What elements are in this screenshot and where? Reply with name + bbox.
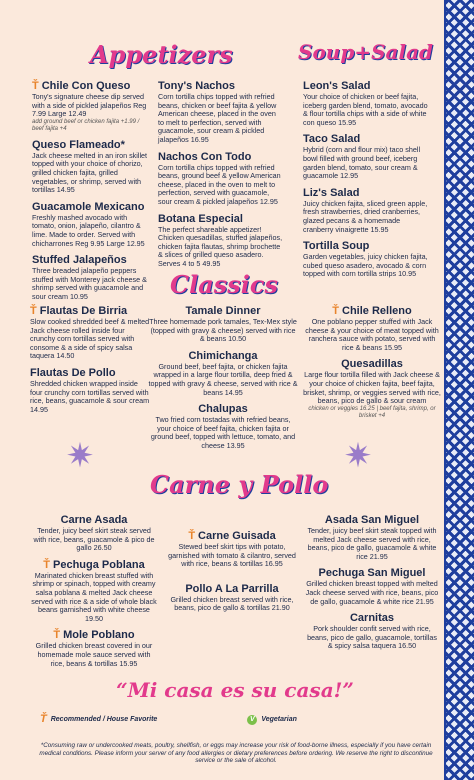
- menu-item-description: Shredded chicken wrapped inside four crunchy corn tortillas served with rice, beans, guacamole & sour cream 14.95: [30, 378, 150, 414]
- menu-item-description: Your choice of chicken or beef fajita, iceberg garden blend, tomato, avocado & flour tortilla chips with a side of white con queso 15.95: [303, 92, 428, 127]
- menu-item-description: Large flour tortilla filled with Jack cheese & your choice of chicken fajita, beef fajita, brisket, shrimp, or veggies served with rice, beans, pico de gallo & sour cream: [303, 370, 441, 406]
- appetizers-middle-column: [158, 80, 283, 275]
- menu-item: [32, 254, 150, 301]
- decorative-border: [444, 0, 474, 780]
- menu-item-title: Tamale Dinner: [185, 305, 261, 317]
- menu-item-description: Tender, juicy beef skirt steak served with rice, beans, guacamole & pico de gallo 26.50: [33, 526, 155, 553]
- carne-middle-column: [162, 530, 302, 619]
- menu-item: [304, 612, 440, 651]
- menu-item-name: [162, 583, 302, 596]
- menu-item: [304, 514, 440, 561]
- menu-item: [32, 201, 150, 248]
- menu-item: [302, 358, 442, 419]
- menu-item: [32, 139, 150, 195]
- menu-item-title: Flautas De Pollo: [30, 366, 116, 379]
- menu-item-description: Corn tortilla chips topped with refried beans, ground beef & yellow American cheese, placed in the oven to melt to perfection, served with guacamole, sour cream & pickled jalapeños 12.95: [158, 162, 281, 206]
- menu-item-title: Botana Especial: [158, 212, 243, 225]
- menu-item-title: Nachos Con Todo: [158, 150, 252, 163]
- menu-item-title: Guacamole Mexicano: [32, 200, 145, 213]
- menu-item-title: Chile Relleno: [342, 305, 412, 317]
- menu-item-name: [158, 213, 283, 226]
- menu-item-note: chicken or veggies 16.25 | beef fajita, shrimp, or brisket +4: [308, 405, 436, 419]
- chili-pepper-icon: Ť: [32, 80, 39, 92]
- star-icon: ✷: [343, 436, 373, 476]
- menu-item-title: Pollo A La Parrilla: [185, 582, 279, 595]
- menu-item-title: Tony's Nachos: [158, 80, 235, 92]
- menu-item-description: Tony's signature cheese dip served with a side of pickled jalapeños Reg 7.99 Large 12.49: [32, 92, 147, 119]
- menu-item-title: Leon's Salad: [303, 80, 371, 92]
- legend-recommended: [40, 714, 157, 725]
- menu-item-title: Chalupas: [198, 403, 248, 416]
- menu-item: [148, 350, 298, 397]
- menu-item-description: Juicy chicken fajita, sliced green apple, fresh strawberries, dried cranberries, glazed pecans & a homemade cranberry vinaigrette 15.95: [303, 198, 428, 234]
- menu-item: [30, 305, 150, 361]
- menu-item-description: Three breaded jalapeño peppers stuffed with Monterey jack cheese & shrimp served with guacamole and sour cream 10.95: [32, 266, 147, 301]
- section-title-classics: Classics: [170, 270, 279, 299]
- menu-item-title: Pechuga San Miguel: [318, 567, 426, 580]
- menu-item-name: [148, 350, 298, 363]
- chili-pepper-icon: Ť: [188, 530, 196, 542]
- menu-item: [303, 187, 431, 234]
- menu-item: [303, 133, 431, 180]
- menu-item: [162, 530, 302, 569]
- soup-salad-column: [303, 80, 431, 285]
- menu-item: [303, 240, 431, 279]
- legend-recommended-label: Recommended / House Favorite: [50, 716, 158, 723]
- menu-item-description: Pork shoulder confit served with rice, beans, pico de gallo, guacamole, tortillas & spicy salsa taquera 16.50: [307, 624, 437, 651]
- chili-pepper-icon: Ť: [332, 305, 340, 317]
- menu-item: [158, 80, 283, 145]
- menu-item: [158, 213, 283, 269]
- menu-item-name: [32, 201, 150, 214]
- menu-item-description: Slow cooked shredded beef & melted Jack cheese rolled inside four crunchy corn tortillas served with consome & a side of spicy salsa taquera 14.50: [30, 317, 150, 361]
- menu-item-description: Garden vegetables, juicy chicken fajita, cubed queso asadero, avocado & corn topped with corn tortilla strips 10.95: [303, 252, 428, 279]
- menu-item-name: [303, 187, 431, 200]
- classics-right-column: [302, 305, 442, 426]
- menu-item: [304, 567, 440, 606]
- menu-item-description: Two fried corn tostadas with refried beans, your choice of beef fajita, chicken fajita or ground beef, topped with lettuce, tomato, and cheese 13.95: [150, 415, 296, 450]
- menu-item-title: Liz's Salad: [303, 186, 360, 199]
- menu-item-title: Queso Flameado*: [32, 138, 125, 151]
- menu-item-description: Marinated chicken breast stuffed with shrimp or spinach, topped with creamy salsa poblana & melted Jack cheese served with rice & a side of whole black beans garnished with white cheese 19.50: [31, 570, 157, 623]
- menu-item: [30, 367, 150, 414]
- menu-item-description: Hybrid (corn and flour mix) taco shell bowl filled with ground beef, iceberg garden blend, tomato, sour cream & guacamole 12.95: [303, 145, 421, 181]
- carne-left-column: [30, 514, 158, 674]
- menu-item: [30, 559, 158, 624]
- chili-pepper-icon: Ť: [40, 713, 47, 725]
- menu-item-title: Carnitas: [349, 612, 395, 625]
- house-quote: “Mi casa es su casa!”: [116, 678, 354, 702]
- menu-item-title: Taco Salad: [303, 133, 361, 146]
- menu-item: [30, 514, 158, 553]
- menu-item-description: Ground beef, beef fajita, or chicken fajita wrapped in a large flour tortilla, deep fried & topped with gravy & cheese, served with rice & beans 14.95: [148, 361, 298, 397]
- menu-item-title: Chile Con Queso: [41, 80, 131, 92]
- menu-item-title: Stuffed Jalapeños: [32, 254, 127, 267]
- menu-item-title: Asada San Miguel: [324, 514, 420, 526]
- menu-item-description: Corn tortilla chips topped with refried beans, chicken or beef fajita & yellow American cheese, placed in the oven to melt to perfection, served with guacamole, sour cream & pickled jalapeños 16.95: [158, 92, 277, 144]
- legend-vegetarian-label: Vegetarian: [261, 716, 297, 723]
- menu-item: [158, 151, 283, 207]
- menu-item-title: Carne Asada: [60, 514, 128, 526]
- carne-right-column: [304, 514, 440, 657]
- menu-item-name: [158, 151, 283, 164]
- menu-item-title: Chimichanga: [188, 349, 258, 362]
- appetizers-left-column: [32, 80, 150, 308]
- menu-item-description: Freshly mashed avocado with tomato, onion, jalapeño, cilantro & lime. Made to order. Served with chicharrones Reg 9.95 Large 12.95: [32, 212, 145, 248]
- menu-item: [162, 583, 302, 613]
- menu-item: [30, 629, 158, 668]
- menu-item-description: Grilled chicken breast topped with melted Jack cheese served with rice, beans, pico de gallo, guacamole & white rice 21.95: [305, 579, 439, 606]
- menu-item-note: add ground beef or chicken fajita +1.99 / beef fajita +4: [32, 118, 140, 132]
- disclaimer: *Consuming raw or undercooked meats, poultry, shellfish, or eggs may increase your risk of food-borne illness, especially if you have certain medical conditions. Please inform your server of any food allergies or dietary preferences before ordering. We reserve the right to discontinue service or the sale of alcohol.: [39, 742, 433, 765]
- menu-item-name: [30, 559, 158, 572]
- menu-item: [148, 403, 298, 450]
- menu-item-description: Three homemade pork tamales, Tex-Mex style (topped with gravy & cheese) served with rice & beans 10.50: [149, 317, 297, 344]
- menu-item-description: Stewed beef skirt tips with potato, garnished with tomato & cilantro, served with rice, beans & tortillas 16.95: [168, 542, 296, 569]
- chili-pepper-icon: Ť: [30, 305, 37, 317]
- menu-item-description: Jack cheese melted in an iron skillet topped with your choice of chorizo, grilled chicken fajita, grilled vegetables, or shrimp, served with tortillas 14.95: [32, 150, 148, 195]
- menu-item: [303, 80, 431, 127]
- section-title-soup-salad: Soup+Salad: [298, 40, 434, 64]
- menu-item-description: The perfect shareable appetizer! Chicken quesadillas, stuffed jalapeños, chicken fajita flautas, shrimp brochette & slices of grilled queso asadero. Serves 4 to 5 49.95: [158, 224, 283, 268]
- menu-item-name: [32, 139, 150, 152]
- star-icon: ✷: [65, 436, 95, 476]
- legend-vegetarian: [247, 715, 297, 725]
- classics-left-column: [30, 305, 150, 420]
- chili-pepper-icon: Ť: [43, 558, 51, 571]
- menu-item: [148, 305, 298, 344]
- leaf-icon: V: [247, 715, 257, 725]
- menu-item-title: Mole Poblano: [63, 629, 135, 642]
- chili-pepper-icon: Ť: [53, 629, 61, 642]
- menu-item: [302, 305, 442, 352]
- menu-item-title: Pechuga Poblana: [53, 558, 145, 571]
- section-title-carne-pollo: Carne y Pollo: [150, 470, 329, 499]
- legend: [40, 714, 440, 725]
- menu-item-description: Tender, juicy beef skirt steak topped with melted Jack cheese served with rice, beans, pico de gallo, guacamole & white rice 21.95: [307, 526, 437, 561]
- classics-middle-column: [148, 305, 298, 457]
- menu-item: [32, 80, 150, 133]
- menu-item-description: Grilled chicken breast covered in our homemade mole sauce served with rice, beans & tortillas 15.95: [35, 641, 153, 668]
- menu-item-title: Carne Guisada: [198, 530, 276, 542]
- menu-item-title: Tortilla Soup: [303, 240, 370, 253]
- menu-item-title: Flautas De Birria: [39, 305, 128, 317]
- menu-item-title: Quesadillas: [341, 358, 403, 371]
- menu-item-description: One poblano pepper stuffed with Jack cheese & your choice of meat topped with ranchera sauce with potato, served with rice & beans 15.95: [305, 317, 439, 352]
- menu-item-description: Grilled chicken breast served with rice, beans, pico de gallo & tortillas 21.90: [170, 594, 294, 613]
- section-title-appetizers: Appetizers: [90, 40, 233, 69]
